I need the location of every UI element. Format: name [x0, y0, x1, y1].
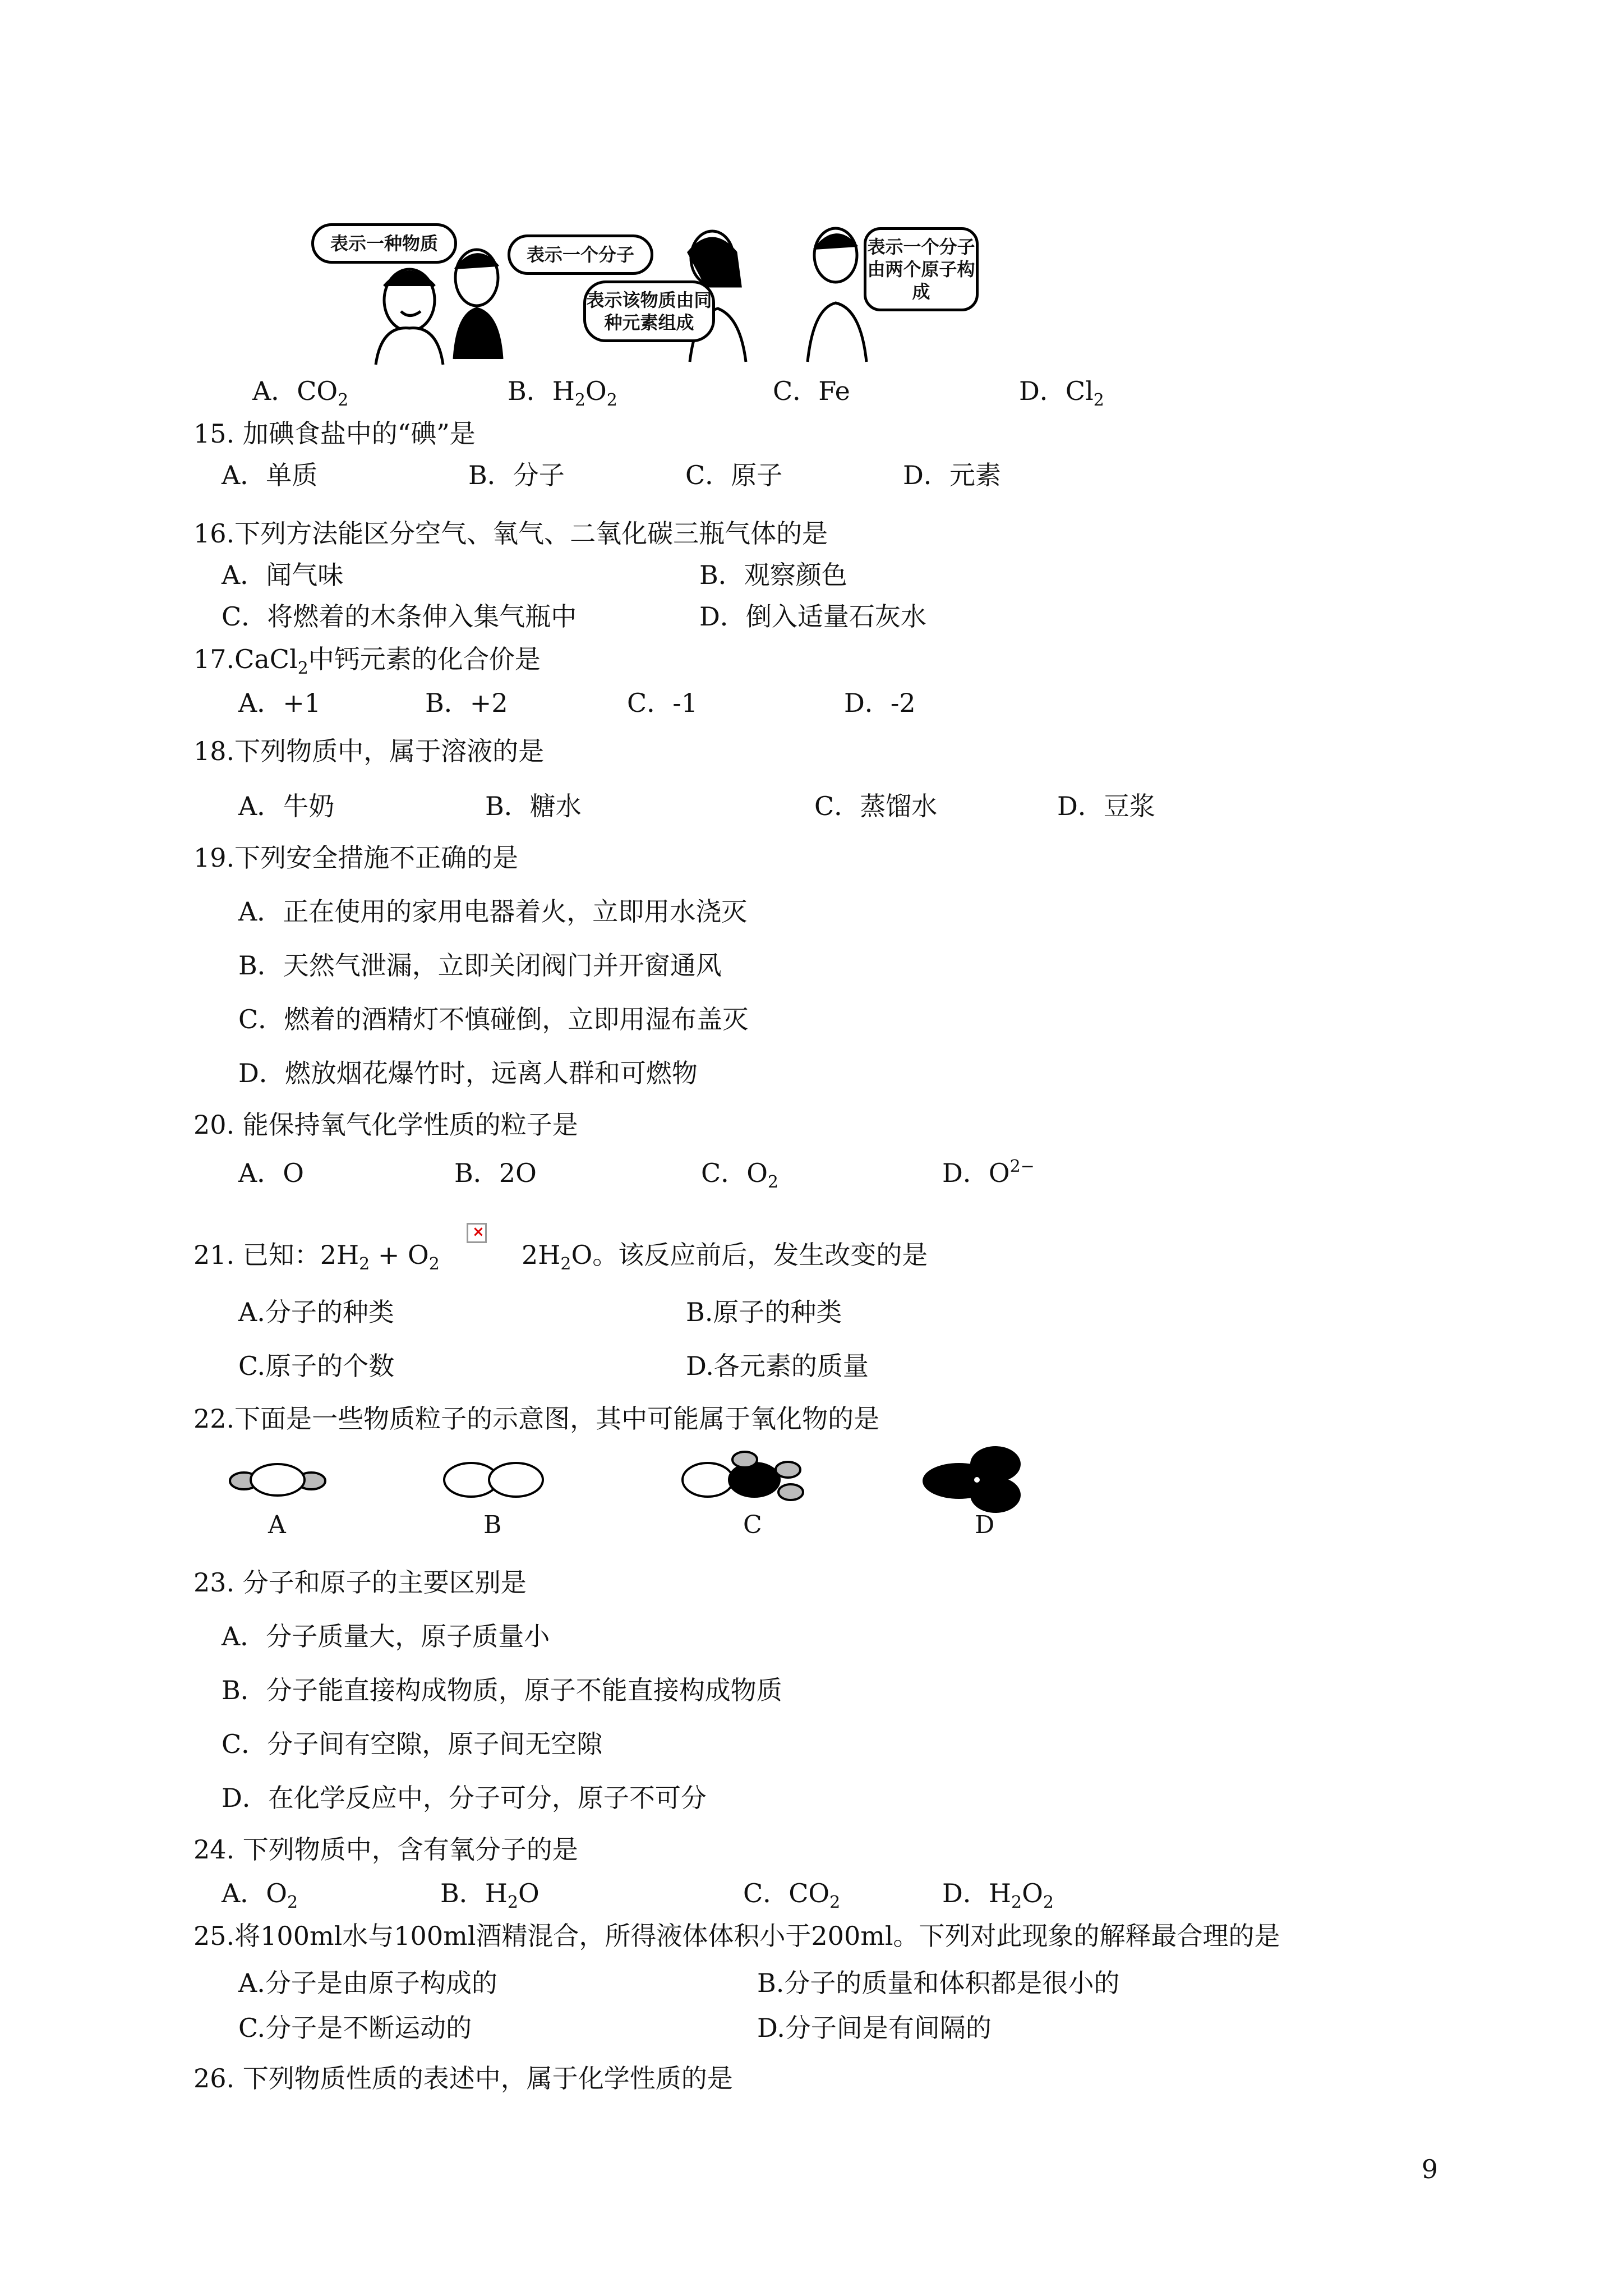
q16-stem: 16.下列方法能区分空气、氧气、二氧化碳三瓶气体的是 — [193, 518, 828, 549]
q18-option-b: B．糖水 — [485, 791, 582, 821]
q23-option-a: A．分子质量大，原子质量小 — [222, 1621, 550, 1651]
q16-option-c: C．将燃着的木条伸入集气瓶中 — [222, 601, 577, 632]
q19-option-c: C．燃着的酒精灯不慎碰倒，立即用湿布盖灭 — [238, 1004, 749, 1034]
q23-option-d: D．在化学反应中，分子可分，原子不可分 — [222, 1783, 707, 1813]
q20-option-a: A．O — [238, 1158, 304, 1188]
speech-bubble-3: 表示该物质由同种元素组成 — [583, 280, 715, 342]
q21-option-d: D.各元素的质量 — [686, 1351, 869, 1381]
q18-option-a: A．牛奶 — [238, 791, 335, 821]
q15-option-c: C．原子 — [685, 460, 783, 490]
q24-stem: 24. 下列物质中，含有氧分子的是 — [193, 1834, 578, 1865]
q16-option-b: B．观察颜色 — [699, 560, 847, 590]
speech-bubble-2: 表示一个分子 — [508, 234, 653, 275]
q22-particle-diagrams — [219, 1447, 1043, 1515]
q25-option-b: B.分子的质量和体积都是很小的 — [757, 1968, 1120, 1998]
q25-option-a: A.分子是由原子构成的 — [238, 1968, 497, 1998]
q23-option-b: B．分子能直接构成物质，原子不能直接构成物质 — [222, 1675, 782, 1705]
q22-stem: 22.下面是一些物质粒子的示意图，其中可能属于氧化物的是 — [193, 1404, 880, 1434]
q19-option-a: A．正在使用的家用电器着火，立即用水浇灭 — [238, 896, 748, 927]
q15-option-b: B．分子 — [468, 460, 565, 490]
q14-option-c: C．Fe — [773, 376, 850, 406]
particle-a — [230, 1464, 325, 1496]
q16-option-d: D．倒入适量石灰水 — [699, 601, 926, 632]
particle-c — [683, 1452, 803, 1500]
q20-option-d: D．$O^{2-}$ — [942, 1157, 1035, 1188]
broken-image-icon: × — [467, 1223, 487, 1243]
cartoon-boy-2 — [454, 250, 502, 359]
q24-option-c: C．$CO_2$ — [743, 1878, 841, 1912]
q24-option-b: B．$H_2O$ — [440, 1878, 540, 1912]
q14-option-d: D．$Cl_2$ — [1019, 376, 1104, 410]
q20-option-b: B．2O — [454, 1158, 537, 1188]
q20-stem: 20. 能保持氧气化学性质的粒子是 — [193, 1110, 578, 1140]
q15-option-d: D．元素 — [903, 460, 1001, 490]
q16-option-a: A．闻气味 — [222, 560, 344, 590]
q17-option-a: A．+1 — [238, 688, 321, 718]
cartoon-boy-3 — [808, 228, 866, 362]
q21-option-a: A.分子的种类 — [238, 1297, 394, 1327]
q17-option-c: C．-1 — [627, 688, 698, 718]
q21-option-b: B.原子的种类 — [686, 1297, 842, 1327]
q22-label-a: A — [268, 1511, 286, 1539]
cartoon-boy-1 — [376, 269, 443, 365]
speech-bubble-1: 表示一种物质 — [311, 223, 457, 264]
q17-option-d: D．-2 — [844, 688, 916, 718]
q23-stem: 23. 分子和原子的主要区别是 — [193, 1567, 527, 1598]
q26-stem: 26. 下列物质性质的表述中，属于化学性质的是 — [193, 2063, 733, 2093]
q21-option-c: C.原子的个数 — [238, 1351, 395, 1381]
q21-stem-right: $2H_2O$。该反应前后，发生改变的是 — [522, 1240, 928, 1274]
q25-stem: 25.将100ml水与100ml酒精混合，所得液体体积小于200ml。下列对此现象的解释最合理的是 — [193, 1921, 1280, 1951]
q19-option-d: D．燃放烟花爆竹时，远离人群和可燃物 — [238, 1058, 698, 1088]
q18-option-d: D．豆浆 — [1057, 791, 1155, 821]
q18-option-c: C．蒸馏水 — [814, 791, 938, 821]
q20-option-c: C．$O_2$ — [701, 1158, 779, 1192]
q22-label-b: B — [483, 1511, 502, 1539]
q15-option-a: A．单质 — [222, 460, 318, 490]
q23-option-c: C．分子间有空隙，原子间无空隙 — [222, 1729, 603, 1759]
q25-option-d: D.分子间是有间隔的 — [757, 2013, 992, 2043]
q24-option-d: D．$H_2O_2$ — [942, 1878, 1054, 1912]
q24-option-a: A．$O_2$ — [222, 1878, 298, 1912]
q14-option-b: B．$H_2O_2$ — [508, 376, 617, 410]
q17-stem: 17.CaCl$_2$中钙元素的化合价是 — [193, 644, 541, 678]
page-number: 9 — [1421, 2154, 1438, 2184]
particle-d — [923, 1446, 1021, 1513]
q17-option-b: B．+2 — [425, 688, 508, 718]
speech-bubble-4: 表示一个分子由两个原子构成 — [864, 227, 979, 311]
q19-stem: 19.下列安全措施不正确的是 — [193, 843, 519, 873]
q15-stem: 15. 加碘食盐中的“碘”是 — [193, 418, 476, 449]
q22-label-d: D — [975, 1511, 995, 1539]
q22-label-c: C — [743, 1511, 762, 1539]
q14-option-a: A．$CO_2$ — [252, 376, 349, 410]
q19-option-b: B．天然气泄漏，立即关闭阀门并开窗通风 — [238, 950, 722, 981]
q25-option-c: C.分子是不断运动的 — [238, 2013, 472, 2043]
q18-stem: 18.下列物质中，属于溶液的是 — [193, 736, 545, 766]
q21-stem-left: 21. 已知：$2H_2 + O_2$ — [193, 1240, 440, 1274]
particle-b — [444, 1463, 543, 1497]
